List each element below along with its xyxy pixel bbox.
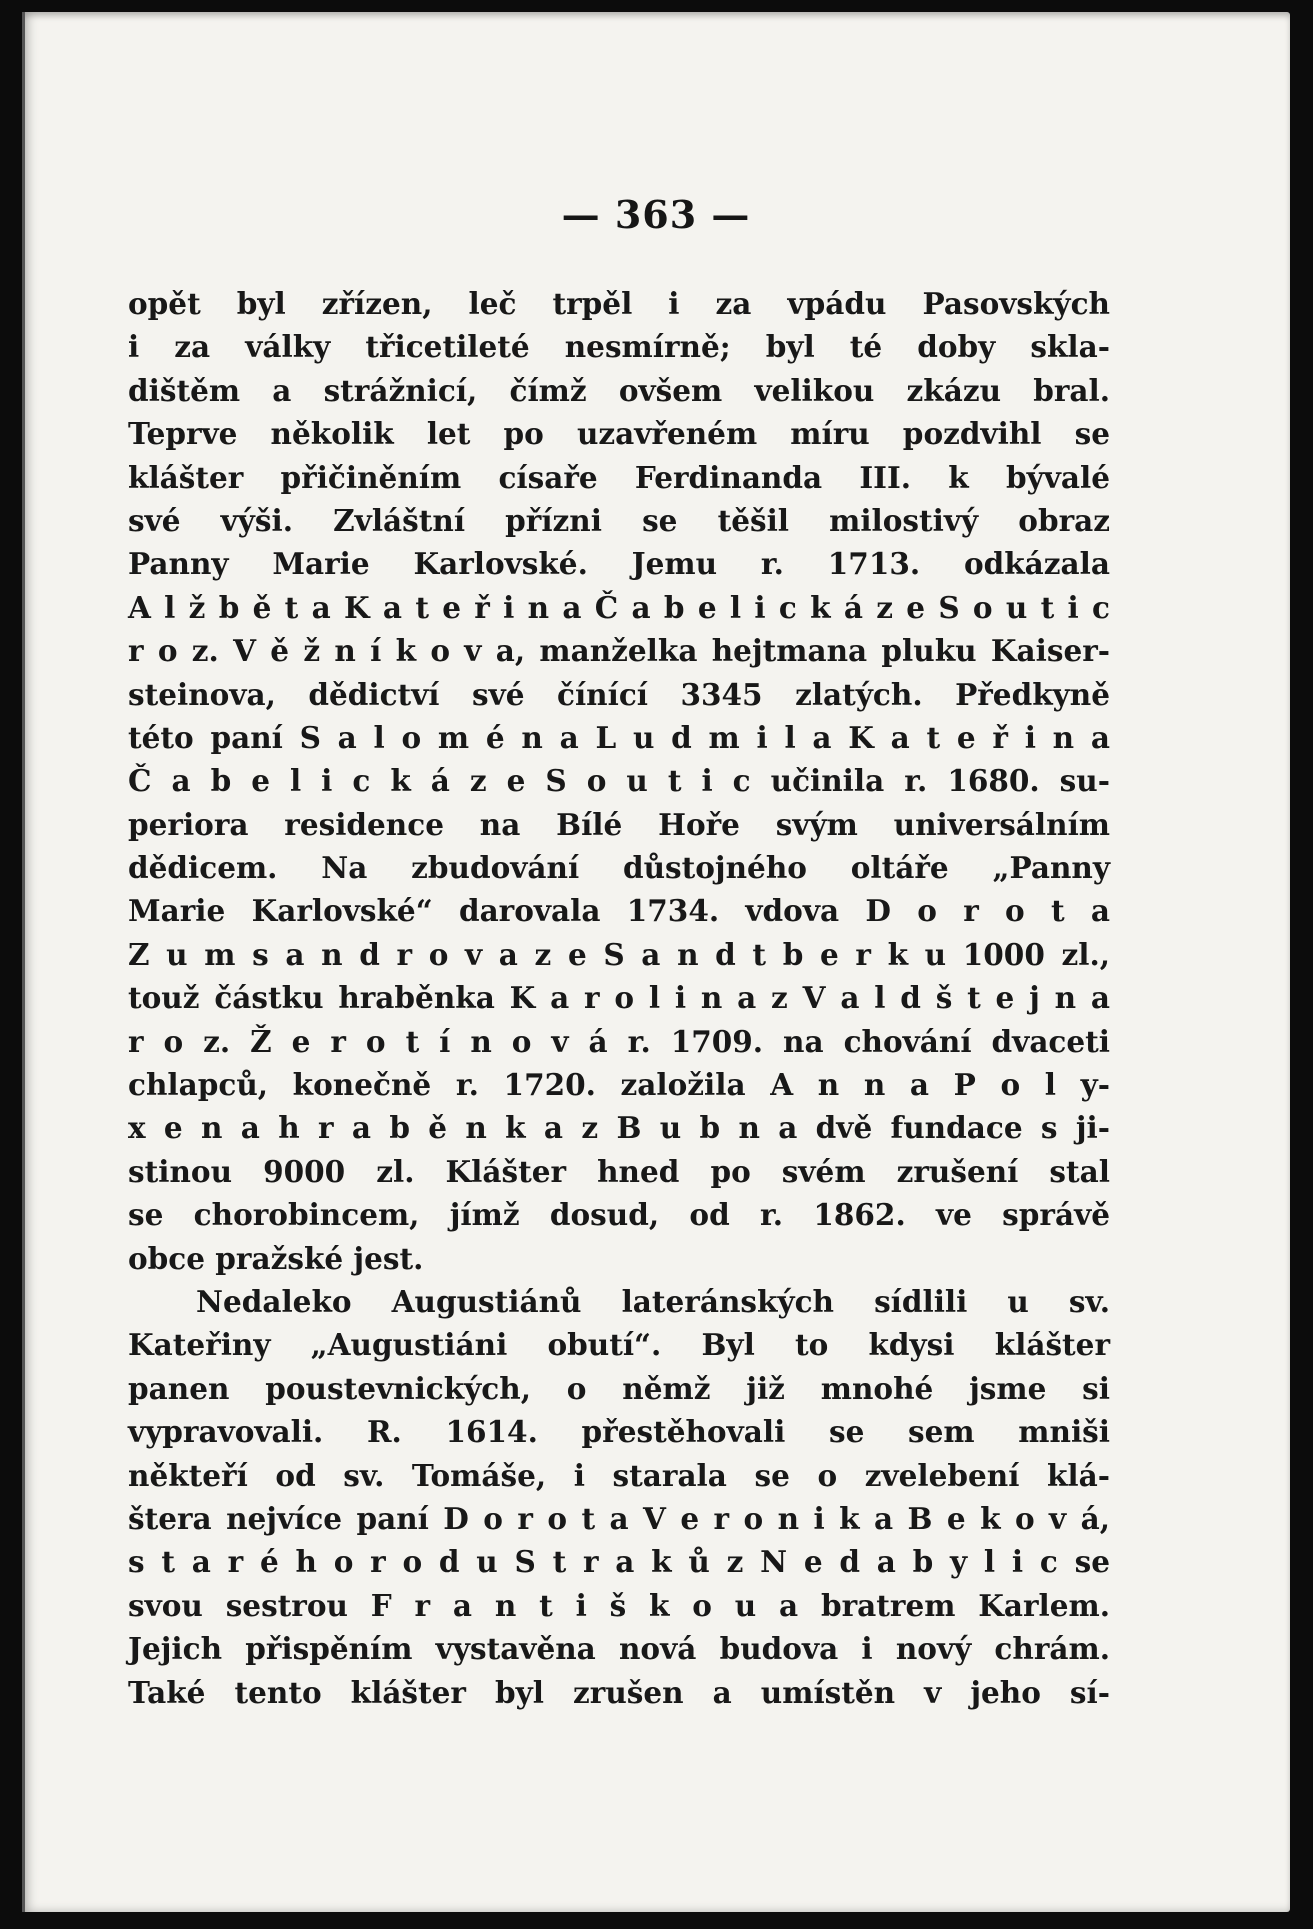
text-line: někteří od sv. Tomáše, i starala se o zvelebení klá- [128, 1457, 1110, 1493]
text-line: svou sestrou F r a n t i š k o u a bratrem Karlem. [128, 1587, 1110, 1623]
text-line: se chorobincem, jímž dosud, od r. 1862. ve správě [128, 1197, 1110, 1233]
text-line: r o z. Ž e r o t í n o v á r. 1709. na chování dvaceti [128, 1023, 1110, 1059]
text-line: Marie Karlovské“ darovala 1734. vdova D o r o t a [128, 893, 1110, 929]
text-line: klášter přičiněním císaře Ferdinanda III. k bývalé [128, 459, 1110, 495]
text-line: A l ž b ě t a K a t e ř i n a Č a b e l i c k á z e S o u t i c [128, 589, 1110, 625]
page-number: — 363 — [561, 192, 751, 237]
text-line: x e n a h r a b ě n k a z B u b n a dvě fundace s ji- [128, 1110, 1110, 1146]
text-line: Panny Marie Karlovské. Jemu r. 1713. odkázala [128, 546, 1110, 582]
body-text [128, 282, 1110, 1714]
book-page [22, 12, 1290, 1912]
text-line: steinova, dědictví své čínící 3345 zlatých. Předkyně [128, 676, 1110, 712]
text-line: vypravovali. R. 1614. přestěhovali se sem mniši [128, 1414, 1110, 1450]
text-line: i za války třicetileté nesmírně; byl té doby skla- [128, 329, 1110, 365]
text-line: panen poustevnických, o němž již mnohé jsme si [128, 1370, 1110, 1406]
text-line: Také tento klášter byl zrušen a umístěn v jeho sí- [128, 1674, 1110, 1710]
page-edge [22, 12, 25, 1912]
text-line: Teprve několik let po uzavřeném míru pozdvihl se [128, 416, 1110, 452]
text-line: této paní S a l o m é n a L u d m i l a K a t e ř i n a [128, 719, 1110, 755]
text-line: Jejich přispěním vystavěna nová budova i nový chrám. [128, 1631, 1110, 1667]
text-line: Č a b e l i c k á z e S o u t i c učinila r. 1680. su- [128, 763, 1110, 799]
text-line: periora residence na Bílé Hoře svým universálním [128, 806, 1110, 842]
text-line: své výši. Zvláštní přízni se těšil milostivý obraz [128, 502, 1110, 538]
text-line: touž částku hraběnka K a r o l i n a z V a l d š t e j n a [128, 980, 1110, 1016]
text-line: Nedaleko Augustiánů lateránských sídlili u sv. [196, 1283, 1110, 1319]
text-line: štera nejvíce paní D o r o t a V e r o n i k a B e k o v á, [128, 1500, 1110, 1536]
text-line: Z u m s a n d r o v a z e S a n d t b e r k u 1000 zl., [128, 936, 1110, 972]
text-line: dědicem. Na zbudování důstojného oltáře „Panny [128, 850, 1110, 886]
text-line: stinou 9000 zl. Klášter hned po svém zrušení stal [128, 1153, 1110, 1189]
text-line: dištěm a strážnicí, čímž ovšem velikou zkázu bral. [128, 372, 1110, 408]
text-line: r o z. V ě ž n í k o v a, manželka hejtmana pluku Kaiser- [128, 633, 1110, 669]
text-line: s t a r é h o r o d u S t r a k ů z N e d a b y l i c se [128, 1544, 1110, 1580]
text-line: Kateřiny „Augustiáni obutí“. Byl to kdysi klášter [128, 1327, 1110, 1363]
text-line: opět byl zřízen, leč trpěl i za vpádu Pasovských [128, 286, 1110, 321]
text-line: chlapců, konečně r. 1720. založila A n n a P o l y- [128, 1067, 1110, 1103]
text-line: obce pražské jest. [128, 1240, 424, 1276]
